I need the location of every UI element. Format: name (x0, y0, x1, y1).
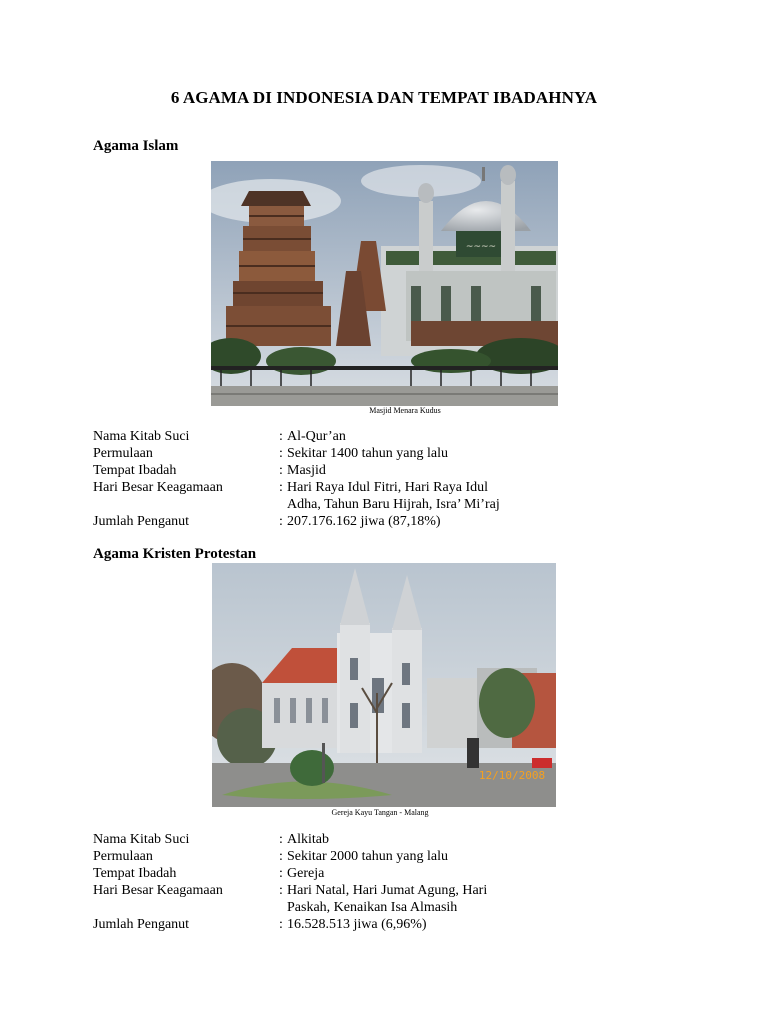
info-value: 207.176.162 jiwa (87,18%) (287, 514, 441, 529)
info-label: Jumlah Penganut (93, 514, 190, 529)
info-table-islam (93, 428, 529, 530)
info-value: Masjid (287, 463, 326, 478)
photo-caption: Gereja Kayu Tangan - Malang (331, 808, 429, 817)
page-title: 6 AGAMA DI INDONESIA DAN TEMPAT IBADAHNYA (170, 88, 598, 107)
info-row: Jumlah Penganut : 16.528.513 jiwa (6,96%) (93, 917, 427, 932)
info-row: Hari Besar Keagamaan : Hari Raya Idul Fitri, Hari Raya Idul Adha, Tahun Baru Hijrah, Isra’ Mi’raj (93, 479, 529, 513)
info-row: Permulaan : Sekitar 2000 tahun yang lalu (93, 849, 448, 864)
info-label: Permulaan (93, 849, 153, 864)
photo-masjid-menara-kudus (211, 161, 558, 406)
info-row: Tempat Ibadah : Masjid (93, 463, 326, 478)
info-label: Jumlah Penganut (93, 917, 190, 932)
info-label: Hari Besar Keagamaan (93, 883, 223, 898)
info-label: Nama Kitab Suci (93, 429, 190, 444)
info-label: Hari Besar Keagamaan (93, 480, 223, 495)
info-row: Jumlah Penganut : 207.176.162 jiwa (87,18%) (93, 514, 441, 529)
info-value: Al-Qur’an (287, 429, 346, 444)
info-value: Hari Natal, Hari Jumat Agung, Hari (287, 883, 488, 898)
info-label: Tempat Ibadah (93, 866, 177, 881)
info-value: Gereja (287, 866, 325, 881)
info-row: Hari Besar Keagamaan : Hari Natal, Hari Jumat Agung, Hari Paskah, Kenaikan Isa Almasih (93, 882, 529, 916)
info-label: Permulaan (93, 446, 153, 461)
section-heading-kristen-protestan: Agama Kristen Protestan (93, 546, 257, 562)
info-value: Sekitar 1400 tahun yang lalu (287, 446, 448, 461)
info-value: Alkitab (287, 832, 329, 847)
info-value-continuation: Paskah, Kenaikan Isa Almasih (287, 900, 458, 915)
info-label: Tempat Ibadah (93, 463, 177, 478)
info-value-continuation: Adha, Tahun Baru Hijrah, Isra’ Mi’raj (287, 497, 500, 512)
info-value: Sekitar 2000 tahun yang lalu (287, 849, 448, 864)
info-label: Nama Kitab Suci (93, 832, 190, 847)
photo-date-stamp: 12/10/2008 (478, 769, 546, 782)
info-row: Permulaan : Sekitar 1400 tahun yang lalu (93, 446, 448, 461)
info-row: Nama Kitab Suci : Alkitab (93, 832, 329, 847)
info-row: Nama Kitab Suci : Al-Qur’an (93, 429, 346, 444)
info-table-kristen-protestan (93, 831, 529, 933)
svg-text:~~~~: ~~~~ (465, 242, 497, 252)
photo-gereja-kayu-tangan (212, 563, 556, 807)
info-value: Hari Raya Idul Fitri, Hari Raya Idul (287, 480, 489, 495)
photo-caption: Masjid Menara Kudus (369, 406, 441, 415)
section-heading-islam: Agama Islam (93, 138, 179, 154)
info-row: Tempat Ibadah : Gereja (93, 866, 325, 881)
info-value: 16.528.513 jiwa (6,96%) (287, 917, 427, 932)
